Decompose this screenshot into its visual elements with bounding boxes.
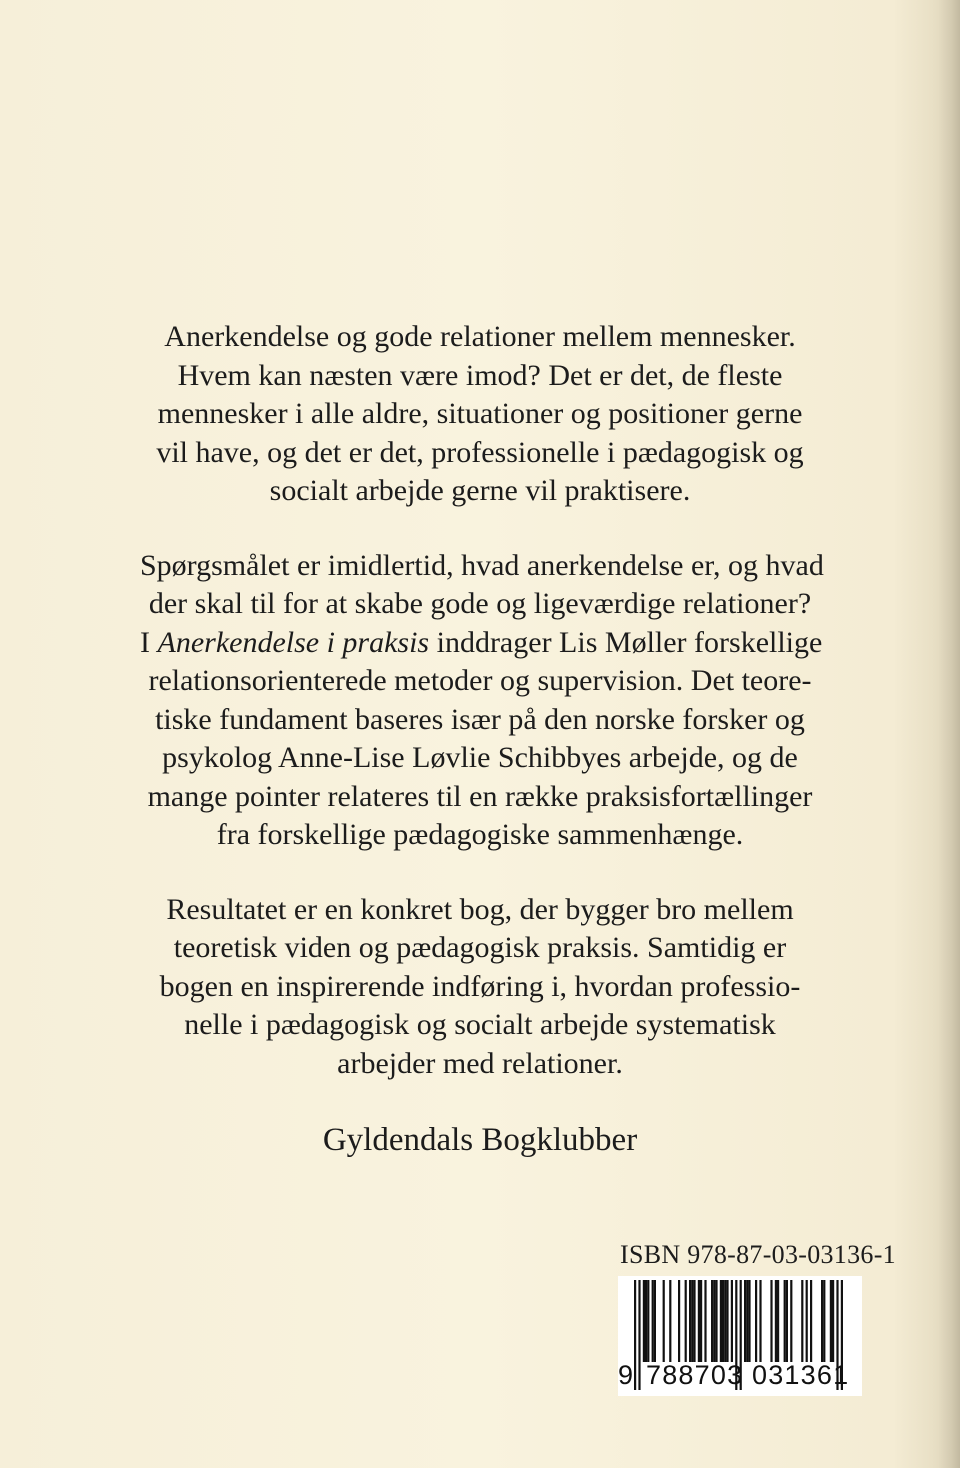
barcode-bar xyxy=(638,1280,640,1390)
barcode-bar xyxy=(713,1280,715,1362)
blurb-line: nelle i pædagogisk og socialt arbejde systematisk xyxy=(184,1008,776,1041)
blurb-line: Hvem kan næsten være imod? Det er det, de fleste xyxy=(177,358,783,392)
title-prefix: I xyxy=(140,625,158,659)
barcode-bar xyxy=(654,1280,656,1362)
blurb-line: vil have, og det er det, professionelle i pædagogisk og xyxy=(156,435,804,469)
barcode-bar xyxy=(715,1280,717,1362)
barcode-bar xyxy=(678,1280,680,1362)
barcode-bar xyxy=(693,1280,695,1362)
blurb-line: bogen en inspirerende indføring i, hvordan professio- xyxy=(159,969,801,1003)
barcode-bar xyxy=(746,1280,748,1362)
barcode-bar xyxy=(784,1280,786,1362)
barcode-bar xyxy=(711,1280,713,1362)
cover-edge-shadow xyxy=(938,0,960,1468)
barcode-bar xyxy=(810,1280,812,1362)
blurb-line: mennesker i alle aldre, situationer og positioner gerne xyxy=(157,397,803,430)
blurb-paragraph-2 xyxy=(140,547,824,855)
barcode-bar xyxy=(759,1280,761,1362)
barcode-bar xyxy=(790,1280,792,1362)
barcode-bar xyxy=(645,1280,647,1362)
barcode-bar xyxy=(685,1280,687,1362)
isbn-label: ISBN 978-87-03-03136-1 xyxy=(620,1240,896,1269)
blurb-line: socialt arbejde gerne vil praktisere. xyxy=(269,474,691,507)
barcode-bar xyxy=(722,1280,724,1362)
book-title: Anerkendelse i praksis xyxy=(157,625,430,659)
barcode-left-group: 788703 xyxy=(646,1360,744,1390)
barcode xyxy=(618,1276,862,1396)
barcode-bar xyxy=(691,1280,693,1362)
blurb-line: Anerkendelse og gode relationer mellem mennesker. xyxy=(164,320,796,353)
barcode-bar xyxy=(647,1280,649,1362)
barcode-bar xyxy=(770,1280,772,1362)
barcode-first-digit: 9 xyxy=(618,1360,634,1390)
blurb-line: mange pointer relateres til en række praksisfortællinger xyxy=(147,779,813,813)
barcode-bar xyxy=(704,1280,706,1362)
barcode-bar xyxy=(748,1280,750,1362)
barcode-bar xyxy=(777,1280,779,1362)
blurb-line: fra forskellige pædagogiske sammenhænge. xyxy=(216,818,744,851)
barcode-bar xyxy=(775,1280,777,1362)
barcode-bar xyxy=(689,1280,691,1362)
barcode-bar xyxy=(731,1280,733,1362)
blurb-line: Spørgsmålet er imidlertid, hvad anerkendelse er, og hvad xyxy=(140,548,824,582)
blurb-paragraph-1 xyxy=(140,318,820,511)
barcode-bar xyxy=(832,1280,834,1362)
barcode-bar xyxy=(806,1280,808,1362)
blurb-line: teoretisk viden og pædagogisk praksis. Samtidig er xyxy=(173,931,787,964)
blurb-line: psykolog Anne-Lise Løvlie Schibbyes arbejde, og de xyxy=(162,741,798,774)
blurb-line: relationsorienterede metoder og supervision. Det teore- xyxy=(148,664,812,697)
blurb-paragraph-3 xyxy=(140,891,820,1084)
barcode-bar xyxy=(821,1280,823,1362)
barcode-bar xyxy=(663,1280,665,1362)
barcode-bar xyxy=(652,1280,654,1362)
blurb-line: der skal til for at skabe gode og ligeværdige relationer? xyxy=(148,587,812,620)
barcode-bar xyxy=(830,1280,832,1362)
barcode-bar xyxy=(698,1280,700,1362)
barcode-bar xyxy=(720,1280,722,1362)
barcode-bar xyxy=(726,1280,728,1362)
barcode-bar xyxy=(755,1280,757,1362)
blurb-line: tiske fundament baseres især på den norske forsker og xyxy=(155,702,805,736)
barcode-bar xyxy=(801,1280,803,1362)
barcode-bar xyxy=(724,1280,726,1362)
barcode-bar xyxy=(643,1280,645,1362)
publisher-name: Gyldendals Bogklubber xyxy=(322,1122,638,1158)
barcode-bar xyxy=(744,1280,746,1362)
barcode-bar xyxy=(823,1280,825,1362)
barcode-bar xyxy=(786,1280,788,1362)
blurb-line: arbejder med relationer. xyxy=(337,1046,623,1080)
barcode-bar xyxy=(634,1280,636,1390)
barcode-right-group: 031361 xyxy=(752,1360,850,1390)
blurb-text xyxy=(140,318,824,1119)
barcode-bar xyxy=(669,1280,671,1362)
title-suffix: inddrager Lis Møller forskellige xyxy=(429,625,823,659)
blurb-line: Resultatet er en konkret bog, der bygger bro mellem xyxy=(166,892,794,926)
blurb-line-with-title xyxy=(140,624,823,663)
barcode-bar xyxy=(700,1280,702,1362)
